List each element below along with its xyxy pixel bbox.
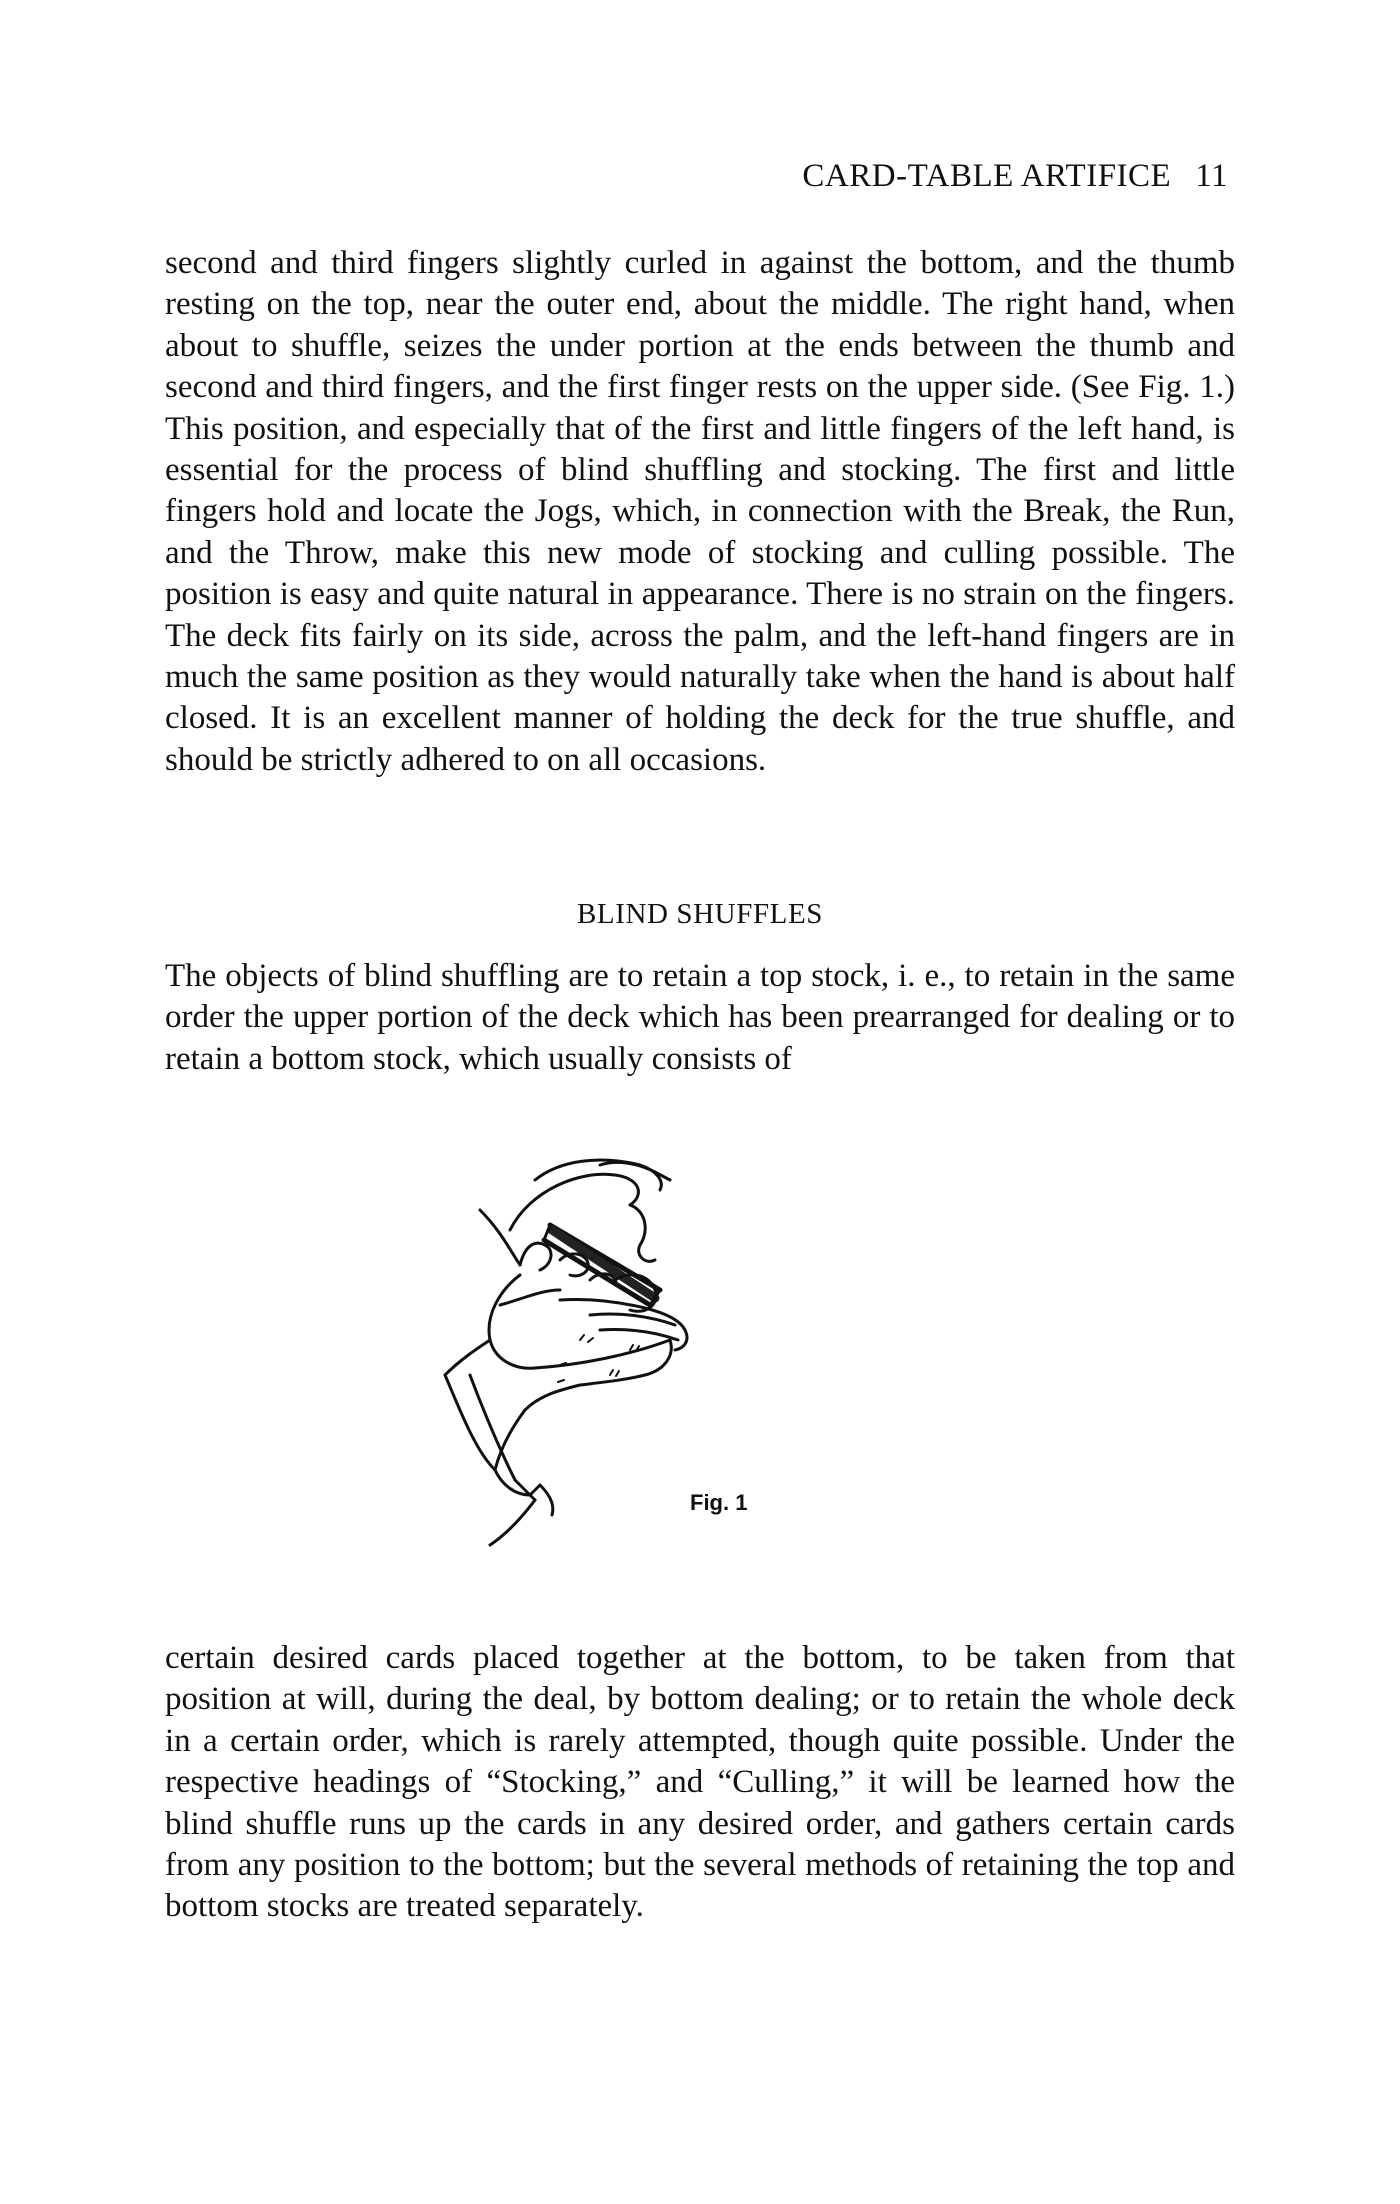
running-title: CARD-TABLE ARTIFICE bbox=[802, 158, 1172, 194]
section-heading: BLIND SHUFFLES bbox=[576, 898, 824, 930]
page-number: 11 bbox=[1195, 158, 1228, 194]
figure-caption: Fig. 1 bbox=[690, 1490, 748, 1515]
figure-1 bbox=[440, 1150, 860, 1590]
hands-holding-deck-illustration bbox=[440, 1150, 860, 1590]
running-head bbox=[802, 158, 1228, 195]
body-paragraph-3: certain desired cards placed together at the bottom, to be taken from that position at will, during the deal, by bottom dealing; or to retain the whole deck in a certain order, which is rarely attempted, though quite possible. Under the respective headings of “Stocking,” and “Culling,” it will be learned how the blind shuffle runs up the cards in any desired order, and gathers certain cards from any position to the bottom; but the several methods of retaining the top and bottom stocks are treated separately. bbox=[165, 1640, 1235, 1925]
body-paragraph-2: The objects of blind shuffling are to retain a top stock, i. e., to retain in the same order the upper portion of the deck which has been prearranged for dealing or to retain a bottom stock, which usually consists of bbox=[165, 958, 1235, 1077]
body-paragraph-1: second and third fingers slightly curled in against the bottom, and the thumb resting on the top, near the outer end, about the middle. The right hand, when about to shuffle, seizes the under portion at the ends between the thumb and second and third fingers, and the first finger rests on the upper side. (See Fig. 1.) This position, and especially that of the first and little fingers of the left hand, is essential for the process of blind shuffling and stocking. The first and little fingers hold and locate the Jogs, which, in connection with the Break, the Run, and the Throw, make this new mode of stocking and culling possible. The position is easy and quite natural in appearance. There is no strain on the fingers. The deck fits fairly on its side, across the palm, and the left-hand fingers are in much the same position as they would naturally take when the hand is about half closed. It is an excellent manner of holding the deck for the true shuffle, and should be strictly adhered to on all occasions. bbox=[165, 245, 1235, 778]
